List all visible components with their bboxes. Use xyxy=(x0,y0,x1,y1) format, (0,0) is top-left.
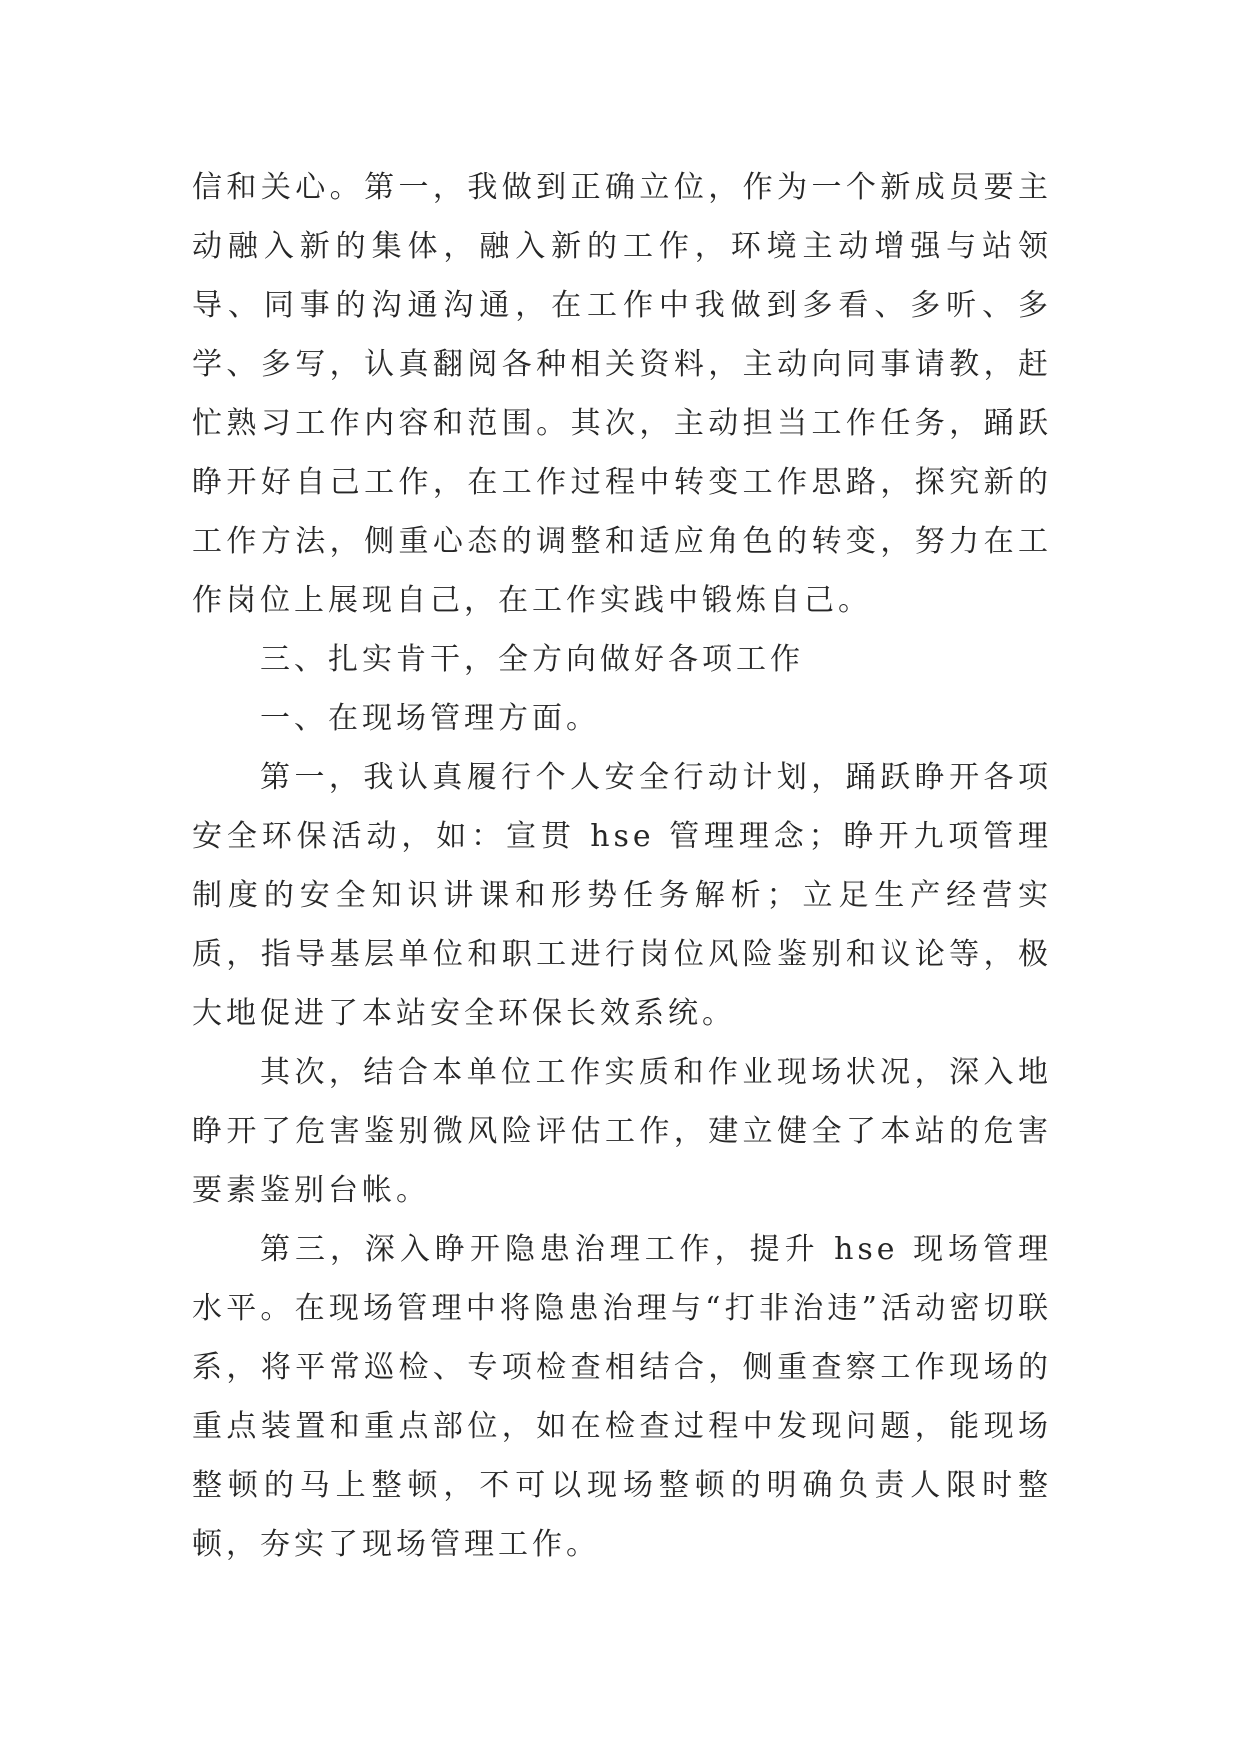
document-body xyxy=(192,158,1052,1574)
paragraph: 其次，结合本单位工作实质和作业现场状况，深入地睁开了危害鉴别微风险评估工作，建立健全了本站的危害要素鉴别台帐。 xyxy=(192,1055,1052,1208)
paragraph: 第三，深入睁开隐患治理工作，提升 hse 现场管理水平。在现场管理中将隐患治理与“打非治违”活动密切联系，将平常巡检、专项检查相结合，侧重查察工作现场的重点装置和重点部位，如在检查过程中发现问题，能现场整顿的马上整顿，不可以现场整顿的明确负责人限时整顿，夯实了现场管理工作。 xyxy=(192,1232,1052,1562)
paragraph: 信和关心。第一，我做到正确立位，作为一个新成员要主动融入新的集体，融入新的工作，环境主动增强与站领导、同事的沟通沟通，在工作中我做到多看、多听、多学、多写，认真翻阅各种相关资料，主动向同事请教，赶忙熟习工作内容和范围。其次，主动担当工作任务，踊跃睁开好自己工作，在工作过程中转变工作思路，探究新的工作方法，侧重心态的调整和适应角色的转变，努力在工作岗位上展现自己，在工作实践中锻炼自己。 xyxy=(192,170,1052,618)
subsection-heading: 一、在现场管理方面。 xyxy=(260,701,600,736)
paragraph: 第一，我认真履行个人安全行动计划，踊跃睁开各项安全环保活动，如：宣贯 hse 管理理念；睁开九项管理制度的安全知识讲课和形势任务解析；立足生产经营实质，指导基层单位和职工进行岗位风险鉴别和议论等，极大地促进了本站安全环保长效系统。 xyxy=(192,760,1052,1031)
section-heading: 三、扎实肯干，全方向做好各项工作 xyxy=(260,642,804,677)
